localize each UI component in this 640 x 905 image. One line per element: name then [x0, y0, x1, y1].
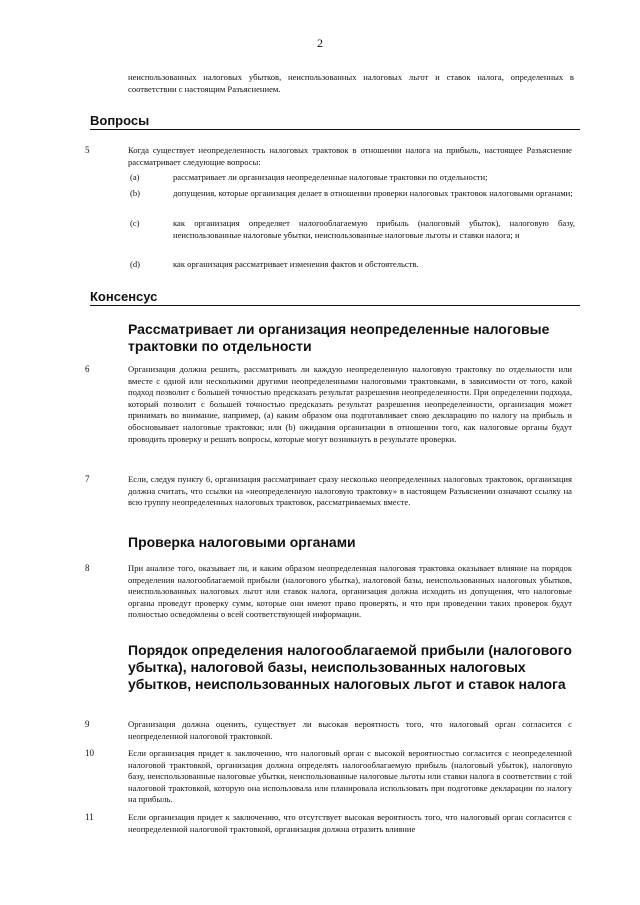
paragraph-6: Организация должна решить, рассматривать ли каждую неопределенную налоговую трактовку по отдельности или вместе с одной или несколькими другими неопределенными налоговыми трактовками, в зависимости от того, какой подход позволит с большей точностью предсказать результат разрешения неопределенности. При определении подхода, который позволит с большей точностью предсказать результат разрешения неопределенности, организация может принимать во внимание, например, (a) каким образом она подготавливает свою декларацию по налогу на прибыль и обосновывает налоговые трактовки; или (b) ожидания организации в отношении того, как налоговые органы будут проводить проверку и решать вопросы, которые могут возникнуть в результате проверки.: [128, 364, 572, 444]
list-item-letter: (c): [130, 218, 140, 228]
paragraph-number: 11: [85, 812, 94, 822]
subheading-examination: Проверка налоговыми органами: [128, 534, 356, 550]
paragraph-5: Когда существует неопределенность налоговых трактовок в отношении налога на прибыль, настоящее Разъяснение рассматривает следующие вопросы:: [128, 145, 572, 167]
paragraph-11: Если организация придет к заключению, что отсутствует высокая вероятность того, что налоговый орган согласится с неопределенной налоговой трактовкой, организация должна отразить влияние: [128, 812, 572, 834]
list-item-text: как организация рассматривает изменения фактов и обстоятельств.: [173, 259, 419, 269]
subheading-determination: Порядок определения налогооблагаемой прибыли (налогового убытка), налоговой базы, неиспользованных налоговых убытков, неиспользованных налоговых льгот и ставок налога: [128, 642, 572, 692]
paragraph-number: 7: [85, 474, 90, 484]
paragraph-7: Если, следуя пункту 6, организация рассматривает сразу несколько неопределенных налоговых трактовок, организация должна считать, что ссылки на «неопределенную налоговую трактовку» в настоящем Разъяснении означают ссылку на всю группу неопределенных налоговых трактовок, рассматриваемых вместе.: [128, 474, 572, 508]
list-item-letter: (b): [130, 188, 141, 198]
paragraph-number: 6: [85, 364, 90, 374]
subheading-separately: Рассматривает ли организация неопределенные налоговые трактовки по отдельности: [128, 321, 550, 354]
paragraph-8: При анализе того, оказывает ли, и каким образом неопределенная налоговая трактовка оказывает влияние на порядок определения налогооблагаемой прибыли (налогового убытка), налоговой базы, неиспользованных налоговых убытков, неиспользованных налоговых льгот или ставок налога, организация должна исходить из допущения, что налоговые органы проведут проверку сумм, которые они имеют право проверять, и что при проведении таких проверок будут полностью осведомлены о всей соответствующей информации.: [128, 563, 572, 620]
paragraph-number: 8: [85, 563, 90, 573]
list-item-text: как организация определяет налогооблагаемую прибыль (налоговый убыток), налоговую базу, неиспользованные налоговые убытки, неиспользованные налоговые льготы и ставки налога; и: [173, 218, 575, 240]
list-item-letter: (d): [130, 259, 141, 269]
list-item-text: рассматривает ли организация неопределенные налоговые трактовки по отдельности;: [173, 172, 488, 182]
list-item-letter: (a): [130, 172, 140, 182]
section-heading-consensus: Консенсус: [90, 289, 580, 306]
paragraph-9: Организация должна оценить, существует ли высокая вероятность того, что налоговый орган согласится с неопределенной налоговой трактовкой.: [128, 719, 572, 741]
page-number: 2: [317, 36, 323, 50]
paragraph-number: 9: [85, 719, 90, 729]
list-item-text: допущения, которые организация делает в отношении проверки налоговых трактовок налоговыми органами;: [173, 188, 573, 198]
paragraph-number: 10: [85, 748, 94, 758]
paragraph-number: 5: [85, 145, 90, 155]
section-heading-questions: Вопросы: [90, 113, 580, 130]
intro-text: неиспользованных налоговых убытков, неиспользованных налоговых льгот и ставок налога, определенных в соответствии с настоящим Разъяснением.: [128, 72, 574, 94]
paragraph-10: Если организация придет к заключению, что налоговый орган с высокой вероятностью согласится с неопределенной налоговой трактовкой, организация должна определять налогооблагаемую прибыль (налоговый убыток), налоговую базу, неиспользованные налоговые убытки, неиспользованные налоговые льготы или ставки налога в соответствии с той налоговой трактовкой, которую она использовала или планировала использовать при подготовке декларации по налогу на прибыль.: [128, 748, 572, 805]
